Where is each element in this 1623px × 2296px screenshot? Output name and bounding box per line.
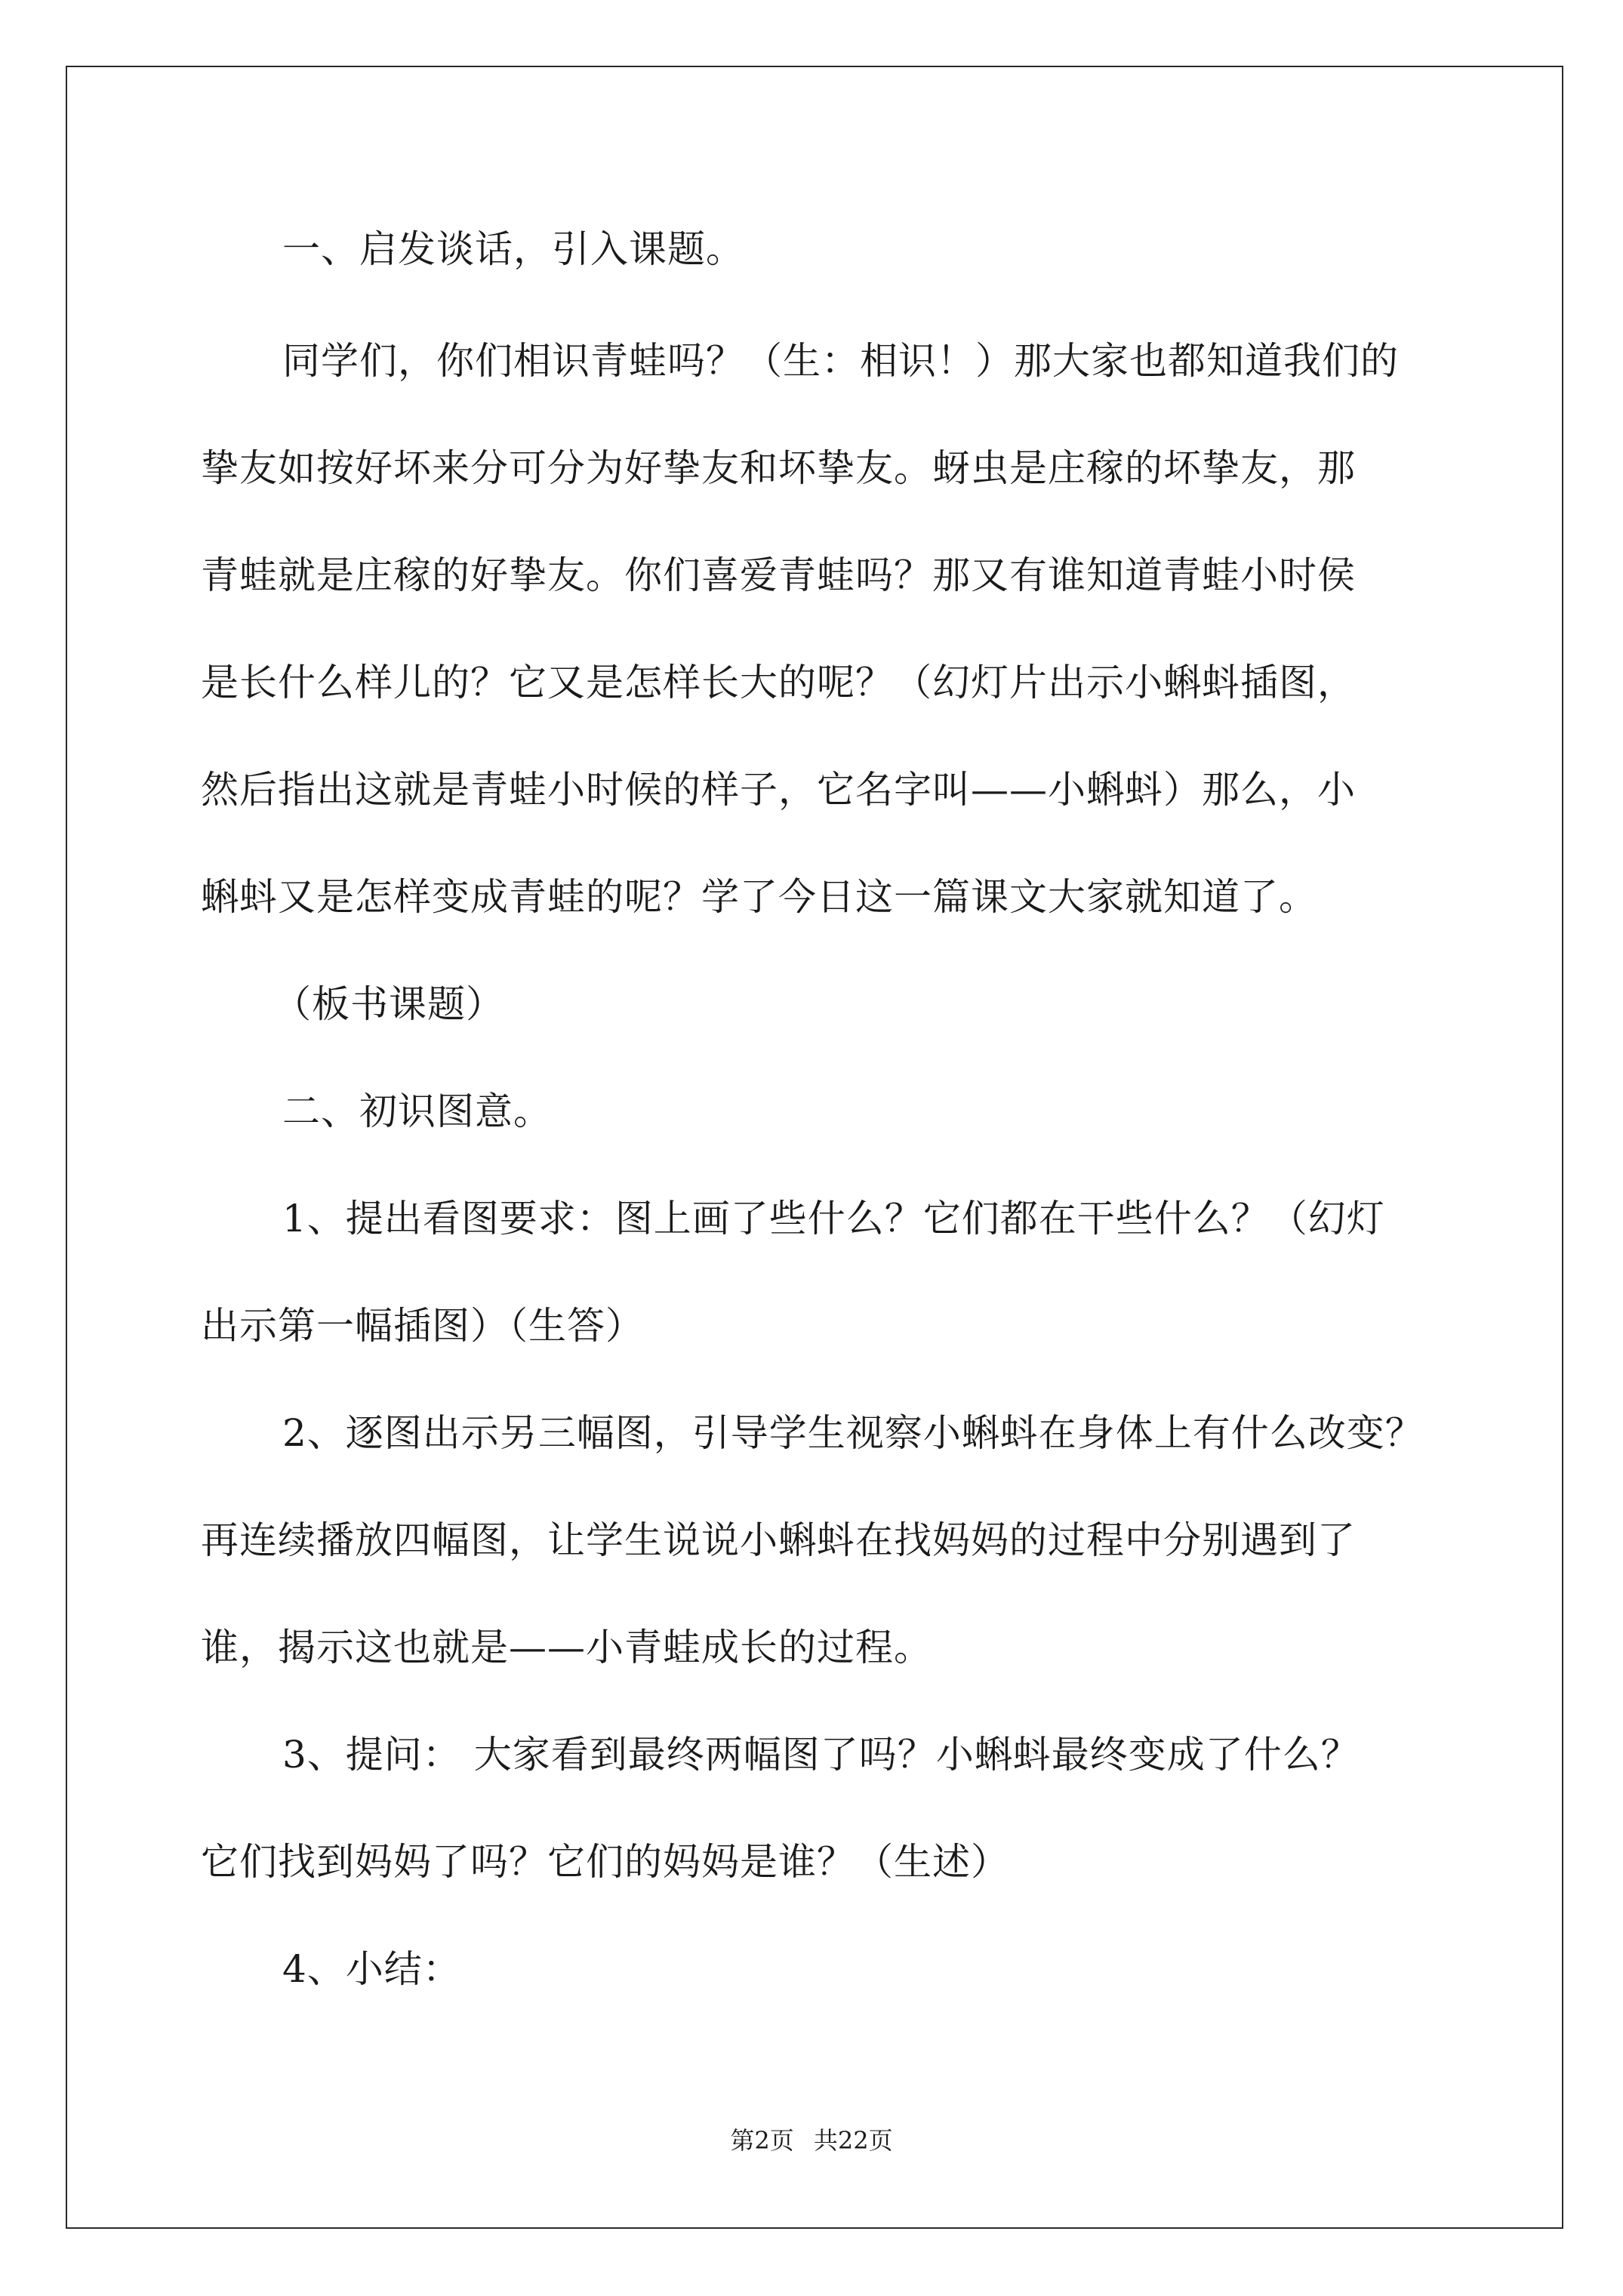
paragraph-line: 1、提出看图要求：图上画了些什么？它们都在干些什么？（幻灯: [282, 1197, 1385, 1240]
paragraph-line: 同学们，你们相识青蛙吗？（生：相识！）那大家也都知道我们的: [282, 339, 1399, 383]
page-footer: [0, 2125, 1623, 2156]
paragraph-line: 再连续播放四幅图，让学生说说小蝌蚪在找妈妈的过程中分别遇到了: [201, 1518, 1356, 1562]
paragraph-line: 谁，揭示这也就是——小青蛙成长的过程。: [201, 1626, 932, 1669]
page-number: 第2页: [730, 2126, 794, 2155]
heading-section-2: 二、初识图意。: [282, 1089, 552, 1133]
paragraph-line: 然后指出这就是青蛙小时候的样子，它名字叫——小蝌蚪）那么，小: [201, 768, 1356, 812]
paragraph-line: 是长什么样儿的？它又是怎样长大的呢？（幻灯片出示小蝌蚪插图，: [201, 661, 1356, 704]
paragraph-line: 3、提问： 大家看到最终两幅图了吗？小蝌蚪最终变成了什么？: [282, 1733, 1360, 1777]
paragraph-line: 出示第一幅插图）（生答）: [201, 1304, 644, 1348]
paragraph-line: 挚友如按好坏来分可分为好挚友和坏挚友。蚜虫是庄稼的坏挚友，那: [201, 446, 1356, 490]
paragraph-line: 蝌蚪又是怎样变成青蛙的呢？学了今日这一篇课文大家就知道了。: [201, 875, 1317, 919]
paragraph-line: 2、逐图出示另三幅图，引导学生视察小蝌蚪在身体上有什么改变？: [282, 1411, 1424, 1455]
paragraph-line: （板书课题）: [273, 982, 504, 1026]
paragraph-line: 它们找到妈妈了吗？它们的妈妈是谁？（生述）: [201, 1840, 1009, 1884]
paragraph-line: 青蛙就是庄稼的好挚友。你们喜爱青蛙吗？那又有谁知道青蛙小时侯: [201, 553, 1356, 597]
heading-section-1: 一、启发谈话，引入课题。: [282, 227, 744, 271]
paragraph-line: 4、小结：: [282, 1947, 461, 1991]
page-total: 共22页: [813, 2126, 893, 2155]
page-frame: [66, 66, 1563, 2229]
